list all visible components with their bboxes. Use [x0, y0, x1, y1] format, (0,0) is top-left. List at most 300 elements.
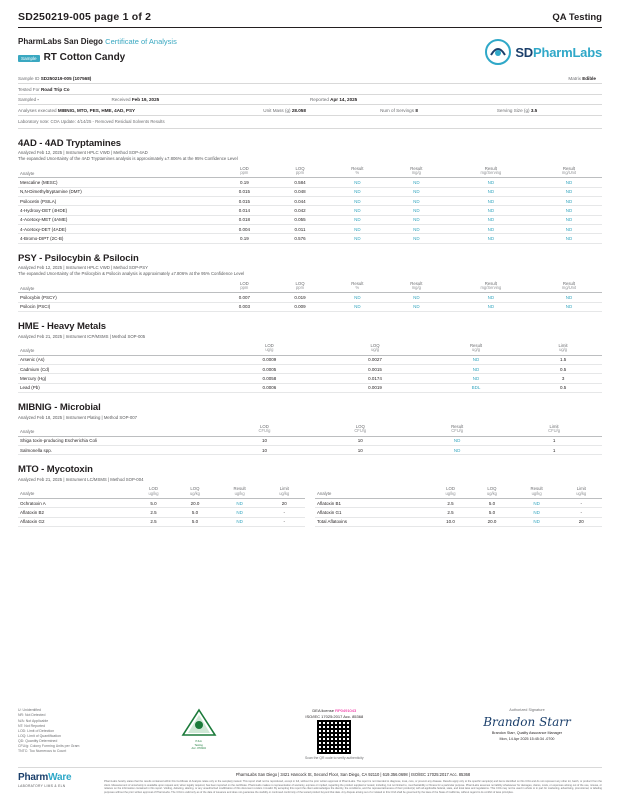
- meta-row: [18, 84, 602, 94]
- footer-top: [18, 708, 602, 761]
- abbreviation-legend: [18, 708, 138, 754]
- result-cell: 1: [506, 446, 602, 455]
- legal-disclaimer: PharmLabs hereby states that the results contained within this Certificate of Analysis relate only to the sample(s) tested. This report shall not be reproduced, except in full, without the prior written approval of PharmLabs. The report is not intended to diagnose, treat, cure, or prevent any disease. Results apply only to the specific sample(s) and items identified on this COA and do not represent any other lot, batch, or product from the client. Measurement of uncertainty is available upon request and, when legally required, has been reported on the certificate. PharmLabs makes no representation of warranty, express or implied, regarding the product supplied or tested, including, but not limited to, merchantability or fitness for a particular purpose. PharmLabs assumes no liability whatsoever for damages, claims, costs, or expenses arising out of the use, misuse, or reliance on the information contained in this report. Voiding, defacing, altering, or any unauthorized modification of this document renders it invalid. By accepting this report the client acknowledges the identity, the conditions, and the representativeness of their product(s) with all applicable federal, state, and local laws and regulations. This COA may not be used in whole or in part for marketing, advertising, promotional, or labeling purposes without the prior written approval of PharmLabs. The COA is valid only as of the date of issuance and does not guarantee the stability or continued conformity of the tested product beyond that date. Any dispute arising out of or related to this COA shall be governed by the laws of the State of California, without regard to its conflict of laws principles.: [104, 780, 602, 794]
- result-cell: BDL: [428, 383, 524, 392]
- result-cell: ND: [328, 206, 387, 215]
- result-cell: ND: [328, 196, 387, 205]
- results-table: [18, 342, 602, 394]
- result-cell: 0.014: [217, 206, 273, 215]
- result-cell: -: [264, 508, 305, 517]
- column-header-label: LOD: [264, 343, 274, 349]
- result-cell: ND: [446, 178, 536, 187]
- document-id: SD250219-005 page 1 of 2: [18, 11, 152, 23]
- column-header-unit: ug/g: [559, 347, 568, 353]
- column-header-label: Limit: [549, 424, 559, 430]
- table-row: [18, 508, 305, 517]
- column-header-unit: ug/kg: [531, 490, 542, 496]
- sample-metadata: [18, 74, 602, 129]
- result-cell: 2.5: [430, 508, 471, 517]
- top-bar: [18, 0, 602, 23]
- result-cell: 0.0058: [217, 374, 323, 383]
- result-cell: 10: [312, 436, 408, 445]
- column-header-unit: mg/Serving: [480, 284, 502, 290]
- result-cell: 0.0006: [217, 383, 323, 392]
- laboratory-note: Laboratory note: COA Update: 4/14/25 - Removed Residual Solvents Results: [18, 119, 602, 129]
- column-header: [315, 485, 430, 499]
- result-cell: ND: [216, 508, 264, 517]
- result-cell: ND: [387, 196, 446, 205]
- result-cell: ND: [387, 178, 446, 187]
- qr-caption: Scan the QR code to verify authenticity: [305, 755, 364, 760]
- table-row: [18, 187, 602, 196]
- column-header: [536, 164, 602, 178]
- meta-value: 28.058: [291, 107, 306, 113]
- meta-value: 8: [415, 107, 418, 113]
- result-cell: ND: [536, 187, 602, 196]
- result-cell: 10: [217, 436, 313, 445]
- section-subtitle: Analyzed Feb 12, 2025 | Instrument HPLC VWD | Method SOP-4AD: [18, 150, 148, 156]
- section-subtitle: Analyzed Feb 21, 2025 | Instrument LC/MSMS | Method SOP-004: [18, 476, 144, 482]
- column-header: [430, 485, 471, 499]
- result-cell: 5.0: [471, 508, 512, 517]
- column-header-label: Result: [410, 280, 423, 286]
- logo-text-sd: SD: [515, 44, 533, 60]
- column-header: [217, 279, 273, 293]
- meta-label: Unit Mass (g): [263, 107, 291, 113]
- sample-tag: Sample: [18, 55, 40, 62]
- legend-line: N/A: Not Applicable: [18, 718, 49, 723]
- analyte-name: Aflatoxin G1: [315, 508, 430, 517]
- sdpharmlabs-logo: [485, 39, 602, 65]
- column-header-label: LOQ: [295, 280, 305, 286]
- meta-value: 3.5: [530, 107, 538, 113]
- column-header-unit: mg/Unit: [561, 169, 577, 175]
- result-cell: ND: [446, 206, 536, 215]
- result-cell: ND: [328, 293, 387, 302]
- table-row: [18, 225, 602, 234]
- column-header: [506, 423, 602, 437]
- table-row: [18, 206, 602, 215]
- table-row: [18, 302, 602, 311]
- result-cell: ND: [328, 178, 387, 187]
- result-cell: 0.042: [272, 206, 328, 215]
- result-cell: 0.015: [217, 187, 273, 196]
- column-header-unit: CFU/g: [258, 428, 271, 434]
- table-row: [18, 517, 305, 526]
- lab-name: PharmLabs San Diego: [18, 37, 103, 46]
- analyte-name: 4-Bromo-DIPT (2C-B): [18, 234, 217, 243]
- column-header: [513, 485, 561, 499]
- result-cell: 2.5: [133, 517, 174, 526]
- result-cell: ND: [328, 225, 387, 234]
- pharmware-name-right: Ware: [48, 772, 72, 783]
- result-cell: ND: [428, 374, 524, 383]
- result-cell: -: [561, 508, 602, 517]
- result-cell: ND: [536, 215, 602, 224]
- result-cell: ND: [536, 206, 602, 215]
- signature-role: Brandon Starr, Quality Assurance Manager: [491, 731, 563, 736]
- meta-label: Sample ID: [18, 76, 40, 82]
- analyte-name: Psilocybin (PSCY): [18, 293, 217, 302]
- result-cell: ND: [328, 215, 387, 224]
- meta-label: Analyses executed: [18, 107, 57, 113]
- analyte-name: Cadmium (Cd): [18, 365, 217, 374]
- analyte-name: Arsenic (As): [18, 355, 217, 364]
- column-header-unit: ug/kg: [576, 490, 587, 496]
- result-cell: 0.19: [217, 234, 273, 243]
- column-header-label: Result: [562, 280, 576, 286]
- legend-line: U: Unidentified: [18, 708, 41, 713]
- section-mycotoxin: [18, 464, 602, 527]
- column-header-label: Result: [530, 486, 543, 492]
- column-header: [217, 342, 323, 356]
- result-cell: ND: [513, 499, 561, 508]
- result-cell: 2.5: [430, 499, 471, 508]
- signature-image: Brandon Starr: [483, 715, 571, 730]
- column-header-label: Analyte: [20, 285, 35, 291]
- column-header-unit: CFU/g: [451, 428, 464, 434]
- result-cell: ND: [216, 517, 264, 526]
- qa-testing-label: QA Testing: [552, 12, 602, 23]
- result-cell: ND: [446, 225, 536, 234]
- column-header-label: Result: [410, 165, 423, 171]
- result-cell: ND: [428, 365, 524, 374]
- analyte-name: 4-Hydroxy-DET (4HDE): [18, 206, 217, 215]
- table-row: [18, 215, 602, 224]
- meta-label: Received: [111, 97, 131, 103]
- meta-value: -: [37, 97, 39, 103]
- result-cell: ND: [536, 196, 602, 205]
- table-row: [18, 499, 305, 508]
- analyte-name: Salmonella spp.: [18, 446, 217, 455]
- section-note: The expanded Uncertainty of the 4AD Tryptamines analysis is approximately ±7.806% at the 95% Confidence Level: [18, 156, 238, 162]
- signature-block: [452, 708, 602, 741]
- column-header-label: Result: [562, 165, 576, 171]
- result-cell: ND: [446, 215, 536, 224]
- lab-title: [18, 37, 177, 46]
- column-header-label: Limit: [558, 343, 568, 349]
- mycotoxin-table-left: [18, 485, 305, 527]
- column-header-label: Analyte: [20, 170, 35, 176]
- result-cell: 0.019: [272, 293, 328, 302]
- result-cell: 0.5: [524, 365, 602, 374]
- result-cell: 0.009: [272, 302, 328, 311]
- section-title: MIBNIG - Microbial: [18, 402, 101, 414]
- analyte-name: Aflatoxin G2: [18, 517, 133, 526]
- signature-title: Authorized Signature: [509, 708, 545, 713]
- column-header: [471, 485, 512, 499]
- result-cell: 5.0: [133, 499, 174, 508]
- legend-line: NT: Not Reported: [18, 723, 46, 728]
- verification-qr-code[interactable]: [317, 720, 351, 754]
- sample-line: [18, 52, 177, 63]
- result-cell: ND: [536, 178, 602, 187]
- column-header: [524, 342, 602, 356]
- legend-line: LOQ: Limit of Quantification: [18, 733, 61, 738]
- result-cell: ND: [387, 234, 446, 243]
- column-header-unit: ug/g: [265, 347, 274, 353]
- result-cell: 20: [264, 499, 305, 508]
- legend-line: CFU/g: Colony Forming Units per Gram: [18, 743, 80, 748]
- analyte-name: Total Aflatoxins: [315, 517, 430, 526]
- column-header: [272, 164, 328, 178]
- result-cell: 5.0: [471, 499, 512, 508]
- result-cell: ND: [387, 225, 446, 234]
- result-cell: 0.5: [524, 383, 602, 392]
- column-header-unit: ppm: [240, 169, 249, 175]
- result-cell: ND: [536, 302, 602, 311]
- column-header-label: Analyte: [20, 429, 35, 435]
- result-cell: 0.0174: [322, 374, 428, 383]
- section-title: MTO - Mycotoxin: [18, 464, 93, 476]
- result-cell: 3: [524, 374, 602, 383]
- column-header-label: LOQ: [370, 343, 380, 349]
- column-header: [322, 342, 428, 356]
- column-header: [272, 279, 328, 293]
- result-cell: ND: [408, 436, 506, 445]
- result-cell: 20.0: [471, 517, 512, 526]
- dea-label: DEA license: [312, 708, 334, 714]
- section-psy: [18, 253, 602, 312]
- analyte-name: Aflatoxin B2: [18, 508, 133, 517]
- result-cell: ND: [446, 302, 536, 311]
- column-header-unit: ug/kg: [148, 490, 159, 496]
- result-cell: ND: [328, 302, 387, 311]
- result-cell: 0.0027: [322, 355, 428, 364]
- analyte-name: Psilocin (PSCI): [18, 302, 217, 311]
- result-cell: 0.004: [217, 225, 273, 234]
- result-cell: ND: [446, 293, 536, 302]
- signature-date: Mon, 14 Apr 2025 15:45:34 -0700: [499, 736, 555, 741]
- column-header-label: LOD: [149, 486, 158, 492]
- column-header: [387, 279, 446, 293]
- analyte-name: Aflatoxin B1: [315, 499, 430, 508]
- column-header: [561, 485, 602, 499]
- column-header-unit: mg/Serving: [480, 169, 502, 175]
- meta-value: Apr 14, 2025: [330, 97, 358, 103]
- analyte-name: Psilocetin (PSILA): [18, 196, 217, 205]
- result-cell: ND: [446, 187, 536, 196]
- column-header-label: LOQ: [355, 424, 365, 430]
- column-header-unit: ug/g: [472, 347, 481, 353]
- meta-value: Edible: [582, 76, 596, 82]
- column-header-unit: ug/kg: [279, 490, 290, 496]
- column-header: [408, 423, 506, 437]
- column-header-label: LOD: [239, 165, 249, 171]
- column-header-unit: mg/g: [411, 284, 421, 290]
- column-header-unit: ug/kg: [486, 490, 497, 496]
- column-header-unit: mg/Unit: [561, 284, 577, 290]
- footer-bar: [18, 767, 602, 794]
- pharmware-subtitle: LABORATORY LIMS & ELN: [18, 784, 66, 788]
- results-table: [18, 423, 602, 456]
- result-cell: ND: [513, 517, 561, 526]
- result-cell: 10.0: [430, 517, 471, 526]
- meta-value: MIBNIG, MTO, PES, HME, 4AD, PSY: [57, 107, 136, 113]
- column-header-unit: ug/g: [371, 347, 380, 353]
- column-header: [18, 423, 217, 437]
- column-header: [328, 279, 387, 293]
- column-header-label: Analyte: [20, 348, 35, 353]
- sample-name: RT Cotton Candy: [43, 52, 126, 63]
- section-title: PSY - Psilocybin & Psilocin: [18, 252, 139, 264]
- column-header: [428, 342, 524, 356]
- column-header: [328, 164, 387, 178]
- column-header-label: Result: [484, 280, 497, 286]
- logo-text-pharmlabs: PharmLabs: [532, 44, 602, 60]
- analyte-name: Mescaline (MESC): [18, 178, 217, 187]
- column-header-unit: ppm: [296, 284, 304, 290]
- table-row: [18, 383, 602, 392]
- result-cell: ND: [408, 446, 506, 455]
- result-cell: ND: [328, 187, 387, 196]
- section-subtitle: Analyzed Feb 12, 2025 | Instrument HPLC VWD | Method SOP-PSY: [18, 265, 149, 271]
- section-subtitle: Analyzed Feb 21, 2025 | Instrument ICP/MSMS | Method SOP-005: [18, 333, 146, 339]
- column-header: [174, 485, 215, 499]
- result-cell: -: [264, 517, 305, 526]
- column-header-label: Limit: [576, 486, 586, 492]
- meta-row: [18, 74, 602, 84]
- result-cell: ND: [387, 187, 446, 196]
- column-header: [264, 485, 305, 499]
- column-header-label: Analyte: [317, 491, 332, 497]
- meta-label: Tested For: [18, 86, 40, 92]
- column-header: [217, 164, 273, 178]
- table-row: [18, 178, 602, 187]
- meta-label: Reported: [309, 97, 329, 103]
- result-cell: ND: [428, 355, 524, 364]
- column-header-label: LOQ: [487, 486, 497, 492]
- column-header-label: Result: [469, 343, 483, 349]
- result-cell: -: [561, 499, 602, 508]
- result-cell: 10: [312, 446, 408, 455]
- result-cell: ND: [216, 499, 264, 508]
- result-cell: 0.011: [272, 225, 328, 234]
- header-divider: [18, 27, 602, 28]
- result-cell: ND: [446, 234, 536, 243]
- result-cell: 0.584: [272, 178, 328, 187]
- result-cell: 0.0019: [322, 383, 428, 392]
- result-cell: 20: [561, 517, 602, 526]
- column-header-label: Result: [351, 165, 364, 171]
- result-cell: 0.007: [217, 293, 273, 302]
- result-cell: ND: [446, 196, 536, 205]
- result-cell: 0.0015: [322, 365, 428, 374]
- column-header-label: LOQ: [190, 486, 200, 492]
- result-cell: 0.055: [272, 215, 328, 224]
- table-row: [18, 436, 602, 445]
- column-header-label: Result: [233, 486, 246, 492]
- result-cell: ND: [387, 215, 446, 224]
- table-row: [315, 517, 602, 526]
- result-cell: 0.048: [272, 187, 328, 196]
- column-header-unit: ppm: [296, 169, 304, 175]
- analyte-name: N,N-Dimethyltryptamine (DMT): [18, 187, 217, 196]
- coa-label: Certificate of Analysis: [105, 37, 177, 46]
- lab-address: PharmLabs San Diego | 3421 Hancock St, Second Floor, San Diego, CA 92110 | 619.356.0698 | ISO/IEC 17025:2017 Acc. 85368: [235, 772, 471, 777]
- meta-row: [18, 105, 602, 115]
- meta-label: Num of Servings: [380, 107, 415, 113]
- meta-value: Feb 19, 2025: [131, 97, 160, 103]
- column-header-label: LOQ: [295, 165, 305, 171]
- result-cell: 0.015: [217, 196, 273, 205]
- column-header: [216, 485, 264, 499]
- analyte-name: Lead (Pb): [18, 383, 217, 392]
- column-header-label: LOD: [446, 486, 455, 492]
- section-hme: [18, 321, 602, 393]
- mycotoxin-dual-table: [18, 482, 602, 527]
- column-header: [536, 279, 602, 293]
- section-note: The expanded Uncertainty of the Psilocybin & Psilocin analysis is approximately ±7.806% at the 95% Confidence Level: [18, 271, 245, 277]
- table-row: [18, 234, 602, 243]
- column-header-label: Result: [451, 424, 464, 430]
- column-header-unit: ug/kg: [234, 490, 245, 496]
- column-header: [312, 423, 408, 437]
- section-4ad: [18, 138, 602, 244]
- pharmware-name-left: Pharm: [18, 772, 49, 783]
- column-header: [446, 279, 536, 293]
- column-header-unit: ppm: [240, 284, 249, 290]
- result-cell: 0.044: [272, 196, 328, 205]
- meta-value: SD250219-005 (107568): [40, 76, 92, 82]
- column-header: [217, 423, 313, 437]
- analyte-name: 4-Acetoxy-DET (4ADE): [18, 225, 217, 234]
- result-cell: 0.003: [217, 302, 273, 311]
- result-cell: 0.0005: [217, 365, 323, 374]
- result-cell: 0.576: [272, 234, 328, 243]
- result-cell: ND: [387, 206, 446, 215]
- table-row: [18, 355, 602, 364]
- iso-line: ISO/IEC 17025:2017 Acc. 85368: [305, 714, 364, 720]
- meta-label: Serving Size (g): [496, 107, 530, 113]
- result-cell: 1.5: [524, 355, 602, 364]
- column-header-unit: ug/kg: [189, 490, 200, 496]
- result-cell: ND: [387, 293, 446, 302]
- table-row: [18, 374, 602, 383]
- column-header: [18, 164, 217, 178]
- column-header: [18, 485, 133, 499]
- legend-line: TNTC: Too Numerous to Count: [18, 748, 67, 753]
- column-header-unit: %: [355, 169, 360, 175]
- column-header-unit: mg/g: [411, 169, 421, 175]
- result-cell: 5.0: [174, 517, 215, 526]
- results-table: [18, 279, 602, 312]
- result-cell: 20.0: [174, 499, 215, 508]
- column-header-label: Limit: [279, 486, 289, 492]
- table-row: [18, 446, 602, 455]
- table-row: [315, 499, 602, 508]
- result-cell: ND: [536, 225, 602, 234]
- dea-value: RP0491043: [335, 708, 357, 714]
- logo-text: [515, 45, 602, 60]
- result-cell: ND: [536, 234, 602, 243]
- header-left: [18, 37, 177, 63]
- result-cell: 0.19: [217, 178, 273, 187]
- meta-value: Road Trip Co: [40, 86, 70, 92]
- column-header-unit: CFU/g: [548, 428, 560, 434]
- column-header-label: LOD: [260, 424, 269, 430]
- column-header-label: Analyte: [20, 491, 35, 497]
- result-cell: 2.5: [133, 508, 174, 517]
- column-header: [446, 164, 536, 178]
- meta-label: Sampled: [18, 97, 37, 103]
- column-header: [133, 485, 174, 499]
- analyte-name: 4-Acetoxy-MET (4AME): [18, 215, 217, 224]
- analyte-name: Mercury (Hg): [18, 374, 217, 383]
- column-header: [18, 342, 217, 356]
- column-header-unit: ug/kg: [445, 490, 456, 496]
- section-subtitle: Analyzed Feb 18, 2025 | Instrument Plating | Method SOP-007: [18, 414, 138, 420]
